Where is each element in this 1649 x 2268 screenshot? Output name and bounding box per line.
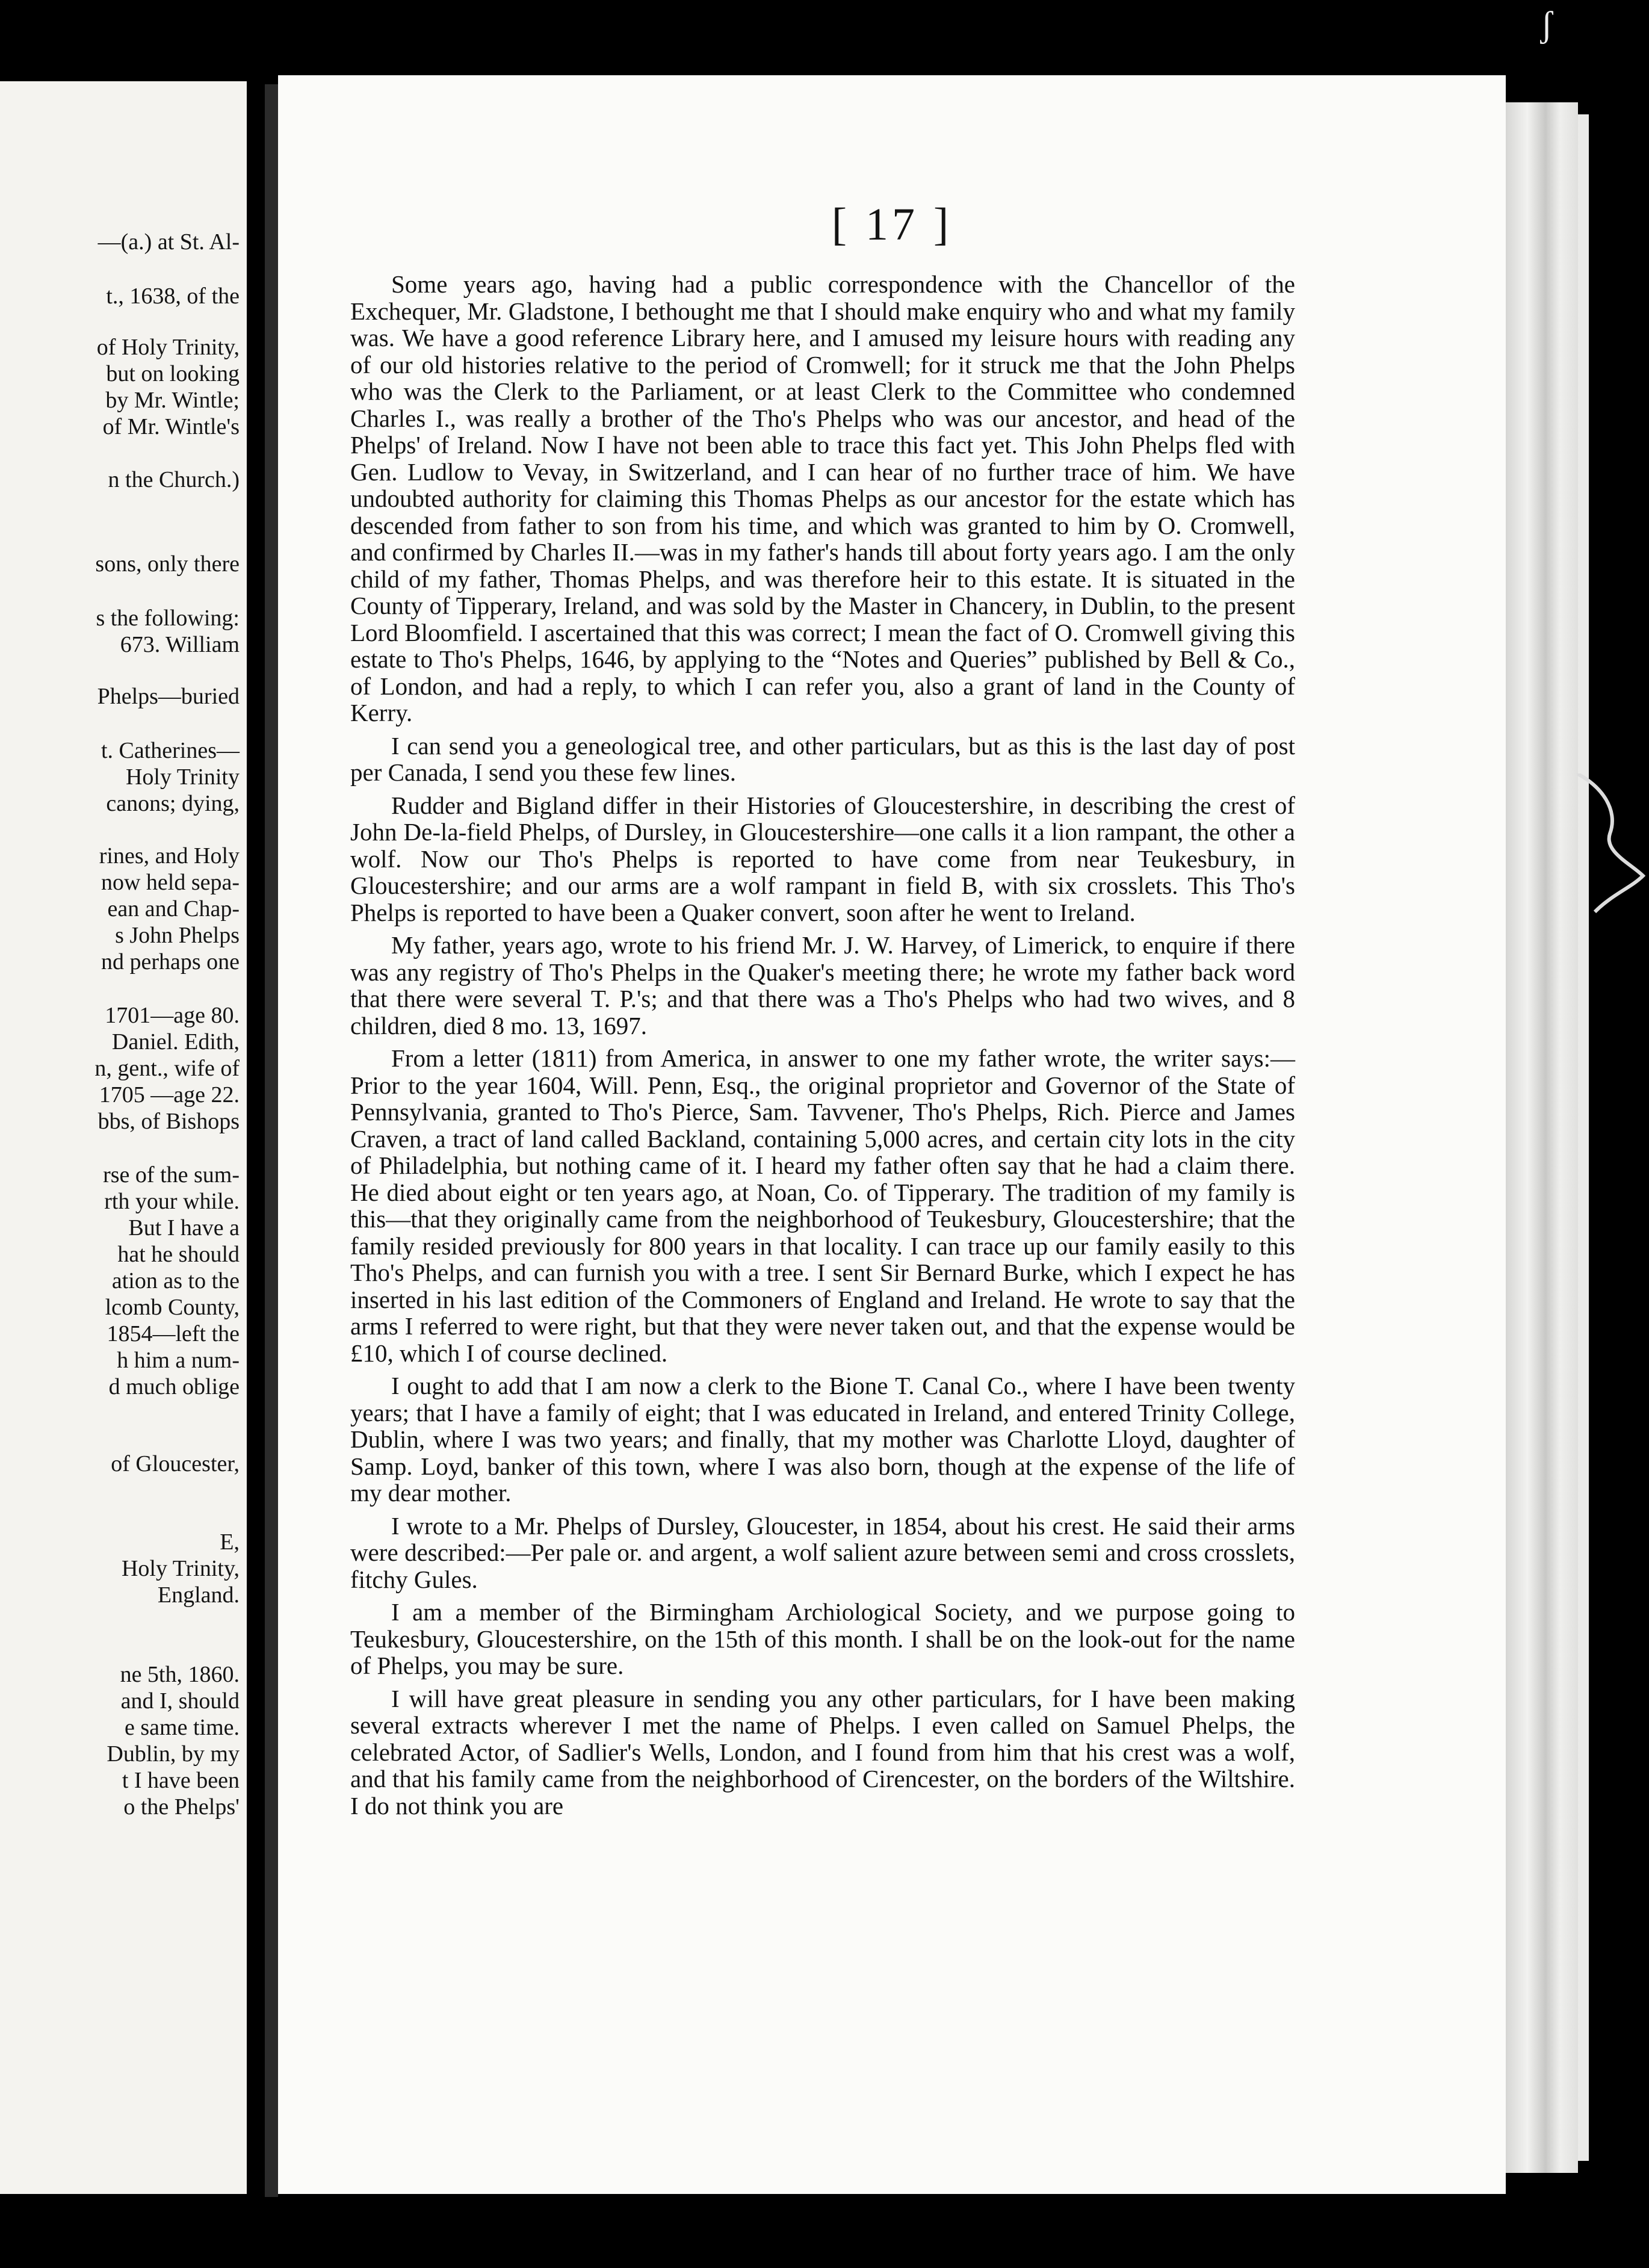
letter-body — [350, 271, 1295, 1825]
previous-page-line: ation as to the — [111, 1268, 240, 1294]
paragraph: From a letter (1811) from America, in answer to one my father wrote, the writer says:—Prior to the year 1604, Will. Penn, Esq., the original proprietor and Governor of the State of Pennsylvania, granted to Tho's Pierce, Sam. Tavvener, Tho's Phelps, Rich. Pierce and James Craven, a tract of land called Backland, containing 5,000 acres, and certain city lots in the city of Philadelphia, but nothing came of it. I heard my father often say that he had a claim there. He died about eight or ten years ago, at Noan, Co. of Tipperary. The tradition of my family is this—that they originally came from the neighborhood of Teukesbury, Gloucestershire; that the family resided previously for 800 years in that locality. I can trace up our family easily to this Tho's Phelps, and can furnish you with a tree. I sent Sir Bernard Burke, which I expect he has inserted in his last edition of the Commoners of England and Ireland. He wrote to say that the arms I referred to were right, but that they were never taken out, and that the expense would be £10, which I of course declined. — [350, 1044, 1295, 1367]
previous-page-line: canons; dying, — [106, 791, 240, 816]
previous-page-edge — [0, 81, 247, 2194]
gutter-rule — [265, 84, 278, 2197]
paragraph: I ought to add that I am now a clerk to the Bione T. Canal Co., where I have been twenty years; that I have a family of eight; that I was educated in Ireland, and entered Trinity College, Dublin, where I was two years; and finally, that my mother was Charlotte Lloyd, daughter of Samp. Loyd, banker of this town, where I was also born, though at the expense of the life of my dear mother. — [350, 1372, 1295, 1507]
previous-page-line: nd perhaps one — [101, 949, 240, 974]
previous-page-line: ean and Chap- — [107, 896, 240, 922]
previous-page-line: of Mr. Wintle's — [102, 414, 240, 439]
page-stack-edge — [1506, 102, 1578, 2173]
main-page — [278, 75, 1506, 2194]
paragraph: I wrote to a Mr. Phelps of Dursley, Gloucester, in 1854, about his crest. He said their arms were described:—Per pale or. and argent, a wolf salient azure between semi and cross crosslets, fitchy Gules. — [350, 1511, 1295, 1593]
previous-page-line: England. — [157, 1582, 240, 1608]
ribbon-tail-icon — [1577, 773, 1649, 918]
previous-page-line: of Gloucester, — [111, 1451, 240, 1476]
paragraph: I can send you a geneological tree, and other particulars, but as this is the last day of post per Canada, I send you these few lines. — [350, 731, 1295, 786]
previous-page-line: rse of the sum- — [103, 1162, 240, 1188]
previous-page-line: Phelps—buried — [97, 684, 240, 709]
previous-page-line: rines, and Holy — [99, 843, 240, 869]
previous-page-line: bbs, of Bishops — [97, 1109, 240, 1134]
previous-page-line: lcomb County, — [105, 1295, 240, 1320]
previous-page-line: 1854—left the — [107, 1321, 240, 1346]
previous-page-line: Dublin, by my — [107, 1741, 240, 1767]
previous-page-line: ne 5th, 1860. — [120, 1662, 240, 1687]
previous-page-line: 1705 —age 22. — [99, 1082, 240, 1108]
previous-page-line: e same time. — [125, 1715, 240, 1740]
previous-page-line: now held sepa- — [101, 870, 240, 895]
previous-page-line: and I, should — [120, 1688, 240, 1714]
previous-page-line: t., 1638, of the — [106, 284, 240, 309]
page-stack-edge-outer — [1578, 114, 1589, 2161]
previous-page-line: sons, only there — [95, 551, 240, 577]
previous-page-line: n, gent., wife of — [94, 1056, 240, 1081]
previous-page-line: s the following: — [96, 606, 240, 631]
previous-page-line: o the Phelps' — [123, 1794, 240, 1820]
previous-page-line: But I have a — [128, 1215, 240, 1241]
previous-page-line: E, — [220, 1529, 240, 1555]
previous-page-line: 1701—age 80. — [105, 1003, 240, 1028]
page-number: [ 17 ] — [831, 199, 953, 250]
previous-page-line: n the Church.) — [108, 467, 240, 492]
previous-page-line: Holy Trinity — [125, 764, 240, 790]
paragraph: My father, years ago, wrote to his friend Mr. J. W. Harvey, of Limerick, to enquire if there was any registry of Tho's Phelps in the Quaker's meeting there; he wrote my father back word that there were several T. P.'s; and that there was a Tho's Phelps who had two wives, and 8 children, died 8 mo. 13, 1697. — [350, 931, 1295, 1040]
previous-page-line: hat he should — [117, 1242, 240, 1267]
previous-page-line: by Mr. Wintle; — [105, 388, 240, 413]
paragraph: I am a member of the Birmingham Archiological Society, and we purpose going to Teukesbury, Gloucestershire, on the 15th of this month. I shall be on the look-out for the name of Phelps, you may be sure. — [350, 1598, 1295, 1679]
previous-page-line: t I have been — [122, 1768, 240, 1793]
previous-page-line: s John Phelps — [115, 923, 240, 948]
paragraph: I will have great pleasure in sending you any other particulars, for I have been making several extracts wherever I met the name of Phelps. I even called on Samuel Phelps, the celebrated Actor, of Sadlier's Wells, London, and I found from him that his crest was a wolf, and that his family came from the neighborhood of Cirencester, on the borders of the Wiltshire. I do not think you are — [350, 1684, 1295, 1820]
previous-page-line: d much oblige — [108, 1374, 240, 1399]
corner-mark: ʃ — [1541, 4, 1553, 44]
previous-page-line: but on looking — [106, 361, 240, 386]
previous-page-line: of Holy Trinity, — [96, 335, 240, 360]
previous-page-line: rth your while. — [104, 1189, 240, 1214]
previous-page-line: h him a num- — [117, 1348, 240, 1373]
previous-page-line: 673. William — [120, 632, 240, 657]
previous-page-line: Holy Trinity, — [121, 1556, 240, 1581]
paragraph: Rudder and Bigland differ in their Histories of Gloucestershire, in describing the crest of John De-la-field Phelps, of Dursley, in Gloucestershire—one calls it a lion rampant, the other a wolf. Now our Tho's Phelps is reported to have come from near Teukesbury, in Gloucestershire; and our arms are a wolf rampant in field B, with six crosslets. This Tho's Phelps is reported to have been a Quaker convert, soon after he went to Ireland. — [350, 791, 1295, 926]
previous-page-line: Daniel. Edith, — [111, 1029, 240, 1055]
previous-page-line: t. Catherines— — [101, 738, 240, 763]
previous-page-line: —(a.) at St. Al- — [97, 229, 240, 255]
paragraph: Some years ago, having had a public correspondence with the Chancellor of the Exchequer, Mr. Gladstone, I bethought me that I should make enquiry who and what my family was. We have a good reference Library here, and I amused my leisure hours with reading any of our old histories relative to the period of Cromwell; for it struck me that the John Phelps who was the Clerk to the Parliament, or at least Clerk to the Committee who condemned Charles I., was really a brother of the Tho's Phelps who was our ancestor, and head of the Phelps' of Ireland. Now I have not been able to trace this fact yet. This John Phelps fled with Gen. Ludlow to Vevay, in Switzerland, and I can hear of no further trace of him. We have undoubted authority for claiming this Thomas Phelps as our ancestor for the estate which has descended from father to son from his time, and which was granted to him by O. Cromwell, and confirmed by Charles II.—was in my father's hands till about forty years ago. I am the only child of my father, Thomas Phelps, and was therefore heir to this estate. It is situated in the County of Tipperary, Ireland, and was sold by the Master in Chancery, in Dublin, to the present Lord Bloomfield. I ascertained that this was correct; I mean the fact of O. Cromwell giving this estate to Tho's Phelps, 1646, by applying to the “Notes and Queries” published by Bell & Co., of London, and had a reply, to which I can refer you, also a grant of land in the County of Kerry. — [350, 270, 1295, 727]
